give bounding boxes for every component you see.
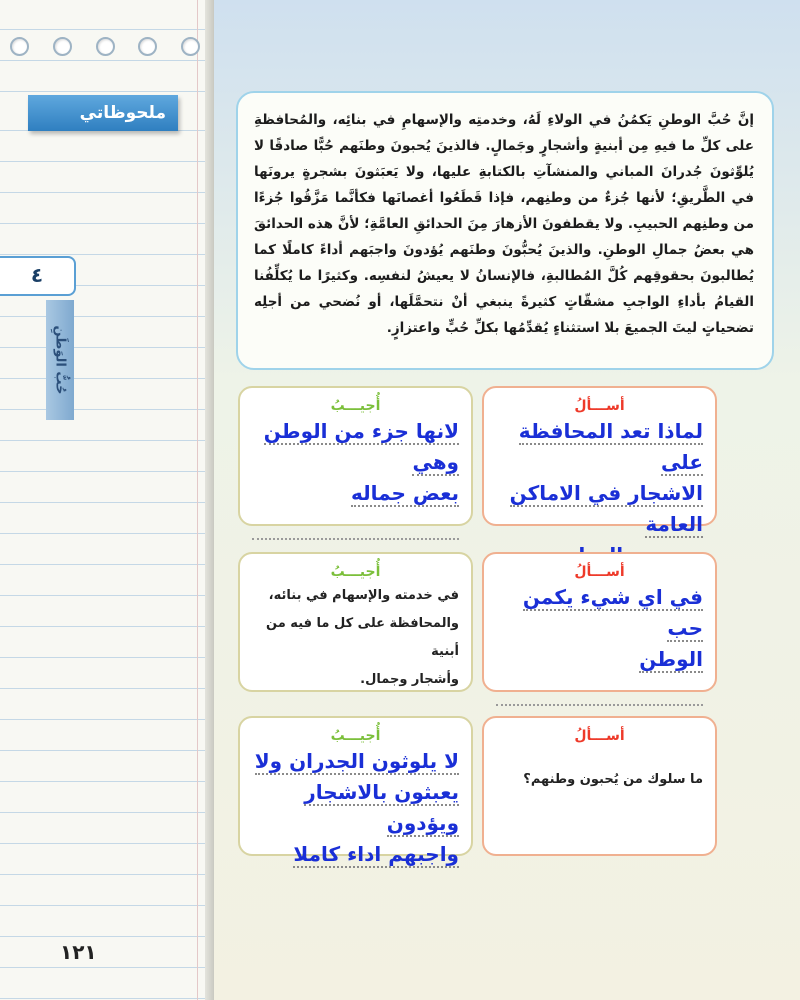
answer-label: أُجيـــبُ: [330, 398, 381, 414]
question-card-1: [482, 386, 717, 536]
reading-passage: [236, 91, 774, 370]
answer-label: أُجيـــبُ: [330, 564, 381, 580]
answer-card-2: [238, 552, 473, 692]
binder-hole: [96, 37, 115, 56]
empty-question-line[interactable]: [496, 675, 703, 706]
binder-hole: [138, 37, 157, 56]
question-line: في اي شيء يكمن حب: [522, 585, 703, 640]
lesson-title-ribbon: [46, 300, 74, 420]
question-card-2: [482, 552, 717, 692]
passage-text: إنَّ حُبَّ الوطنِ يَكمُنُ في الولاءِ لَهُ، وخدمتِه والإسهامِ في بنائِه، والمُحافظةِ على كلِّ ما فيهِ مِن أبنيةٍ وأشجارٍ وجَمالٍ. فالذينَ يُحبونَ وطنَهم حُبًّا صادقًا لا يُلوِّثونَ جُدرانَ المباني والمنشآتِ بالكتابةِ عليها، ولا يَعبَثونَ بشجرةٍ يرونَها في الطَّريقِ؛ لأنها جُزءٌ من وطنِهم، فإذا قَطَعُوا أغصانَها فكأنَّما مَزَّقُوا جُزءًا من وطنِهم الحبيبِ. ولا يقطفونَ الأزهارَ مِنَ الحدائقِ العامَّةِ؛ لأنَّ هذه الحدائقَ هي بعضُ جمالِ الوطنِ. والذينَ يُحبُّونَ وطنَهم يُؤدونَ واجبَهم أداءً كاملًا كما يُطالبونَ بحقوقِهم كُلَّ المُطالبةِ، فالإنسانُ لا يعيشُ لنفسِه. وكثيرًا ما يُكلِّفُنا القيامُ بأداءِ الواجبِ مشقّاتٍ كثيرةً ينبغي أنْ نتحمَّلَها، أو نُضحي من أجلِه تضحياتٍ ليتَ الجميعَ بلا استثناءٍ يُقدِّمُها بكلِّ حُبٍّ واعتزازٍ.: [254, 112, 754, 336]
answer-line: واجبهم اداء كاملا: [293, 842, 459, 866]
lesson-title: حُبُّ الوَطَنِ: [52, 325, 68, 395]
answer-label: أُجيـــبُ: [330, 728, 381, 744]
answer-card-3: [238, 716, 473, 866]
question-card-3: [482, 716, 717, 856]
empty-answer-line[interactable]: [252, 509, 459, 540]
binder-hole: [10, 37, 29, 56]
handwritten-answer[interactable]: [252, 416, 459, 509]
answer-text-line: في خدمته والإسهام في بنائه،: [268, 588, 459, 603]
handwritten-question[interactable]: [496, 416, 703, 571]
binder-hole: [181, 37, 200, 56]
lesson-number: ٤: [0, 256, 76, 296]
notes-margin-line: [197, 0, 198, 1000]
answer-text-line: والمحافظة على كل ما فيه من أبنية: [266, 616, 459, 659]
binder-holes: [10, 37, 200, 56]
printed-answer: [252, 582, 459, 694]
answer-line: لانها جزء من الوطن وهي: [263, 419, 459, 474]
handwritten-question[interactable]: [496, 582, 703, 675]
ask-label: أســـألُ: [574, 564, 625, 580]
answer-line: بعض جماله: [350, 481, 459, 505]
ask-label: أســـألُ: [574, 398, 625, 414]
ask-label: أســـألُ: [574, 728, 625, 744]
question-line: الوطن: [639, 647, 703, 671]
printed-question: ما سلوك من يُحبون وطنهم؟: [523, 772, 703, 787]
answer-text-line: وأشجار وجمال.: [360, 672, 459, 687]
handwritten-answer[interactable]: [252, 746, 459, 870]
question-line: الاشجار في الاماكن العامة: [509, 481, 703, 536]
page-binding-edge: [205, 0, 214, 1000]
answer-card-1: [238, 386, 473, 526]
answer-line: لا يلوثون الجدران ولا: [254, 749, 459, 773]
answer-line: يعبثون بالاشجار ويؤدون: [304, 780, 459, 835]
question-line: لماذا تعد المحافظة على: [518, 419, 703, 474]
notes-tab: ملحوظاتي: [28, 95, 178, 131]
page-number: ١٢١: [60, 940, 97, 964]
binder-hole: [53, 37, 72, 56]
notes-strip: [0, 0, 213, 1000]
